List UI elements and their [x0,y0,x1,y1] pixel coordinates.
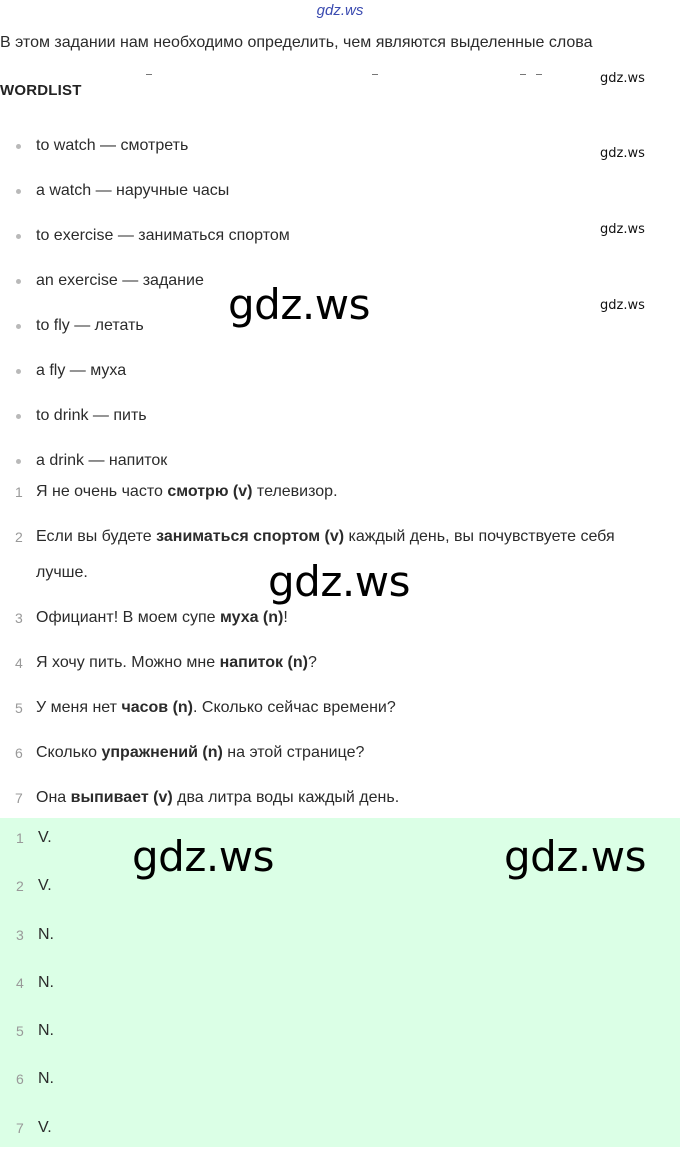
list-item-text: a drink — напиток [36,452,168,469]
list-item [0,396,290,441]
watermark-big: gdz.ws [504,832,646,881]
answer-number: 6 [16,1071,24,1088]
bullet-icon [16,189,21,194]
list-item [0,216,290,261]
watermark-big: gdz.ws [228,280,370,329]
sentence-text: Сколько [36,744,102,761]
sentence-item [0,735,680,771]
answer-number: 1 [16,830,24,846]
sentence-number: 4 [15,655,23,671]
sentence-highlight: заниматься спортом (v) [156,528,345,545]
answer-item [0,915,680,963]
answer-text: N. [38,925,54,943]
sentence-text: телевизор. [252,483,338,500]
answer-item [0,1108,680,1156]
sentence-item [0,474,680,510]
answer-text: V. [38,829,52,846]
sentence-text: . Сколько сейчас времени? [193,699,396,716]
sentence-item [0,645,680,681]
list-item-text: a fly — муха [36,362,127,379]
sentence-text: ? [307,654,317,671]
sentence-item [0,780,680,816]
list-item [0,171,290,216]
list-item-text: to exercise — заниматься спортом [36,227,290,244]
sentence-number: 7 [15,790,23,806]
sentence-item [0,690,680,726]
sentence-number: 1 [15,484,23,500]
bullet-icon [16,414,21,419]
sentence-number: 6 [15,745,23,761]
list-item [0,351,290,396]
sentence-text: на этой странице? [222,744,365,761]
intro-text: В этом задании нам необходимо определить, чем являются выделенные слова [0,34,593,51]
answer-number: 2 [16,878,24,895]
answer-text: N. [38,973,54,991]
answer-text: V. [38,1118,52,1136]
sentence-text: Официант! В моем супе [36,609,220,626]
answer-number: 5 [16,1023,24,1040]
answer-number: 7 [16,1119,24,1136]
list-item-text: a watch — наручные часы [36,182,230,199]
list-item-text: an exercise — задание [36,272,204,289]
sentence-highlight: упражнений (n) [101,744,223,761]
sentence-list [0,474,680,825]
sentence-text: каждый день, вы почувствуете себя лучше. [36,528,615,581]
bullet-icon [16,369,21,374]
bullet-icon [16,279,21,284]
watermark-big: gdz.ws [268,557,410,606]
bullet-icon [16,144,21,149]
bullet-icon [16,459,21,464]
list-item [0,126,290,171]
bullet-icon [16,234,21,239]
watermark-small: gdz.ws [600,298,645,313]
answer-text: N. [38,1070,54,1088]
answer-item [0,1011,680,1059]
answer-item [0,963,680,1011]
watermark-small: gdz.ws [600,222,645,237]
sentence-highlight: смотрю (v) [167,483,253,500]
sentence-highlight: муха (n) [219,609,284,626]
answer-number: 3 [16,926,24,943]
sentence-text: Я не очень часто [36,483,168,500]
sentence-text: Она [36,789,71,806]
answer-number: 4 [16,974,24,991]
sentence-text: ! [283,609,288,626]
answer-text: V. [38,877,52,895]
sentence-number: 2 [15,529,23,545]
sentence-highlight: выпивает (v) [70,789,173,806]
answer-text: N. [38,1022,54,1040]
watermark-small: gdz.ws [600,146,645,161]
list-item-text: to watch — смотреть [36,137,189,154]
sentence-text: У меня нет [36,699,122,716]
list-item-text: to fly — летать [36,317,144,334]
sentence-highlight: напиток (n) [219,654,308,671]
sentence-text: Если вы будете [36,528,157,545]
sentence-text: Я хочу пить. Можно мне [36,654,220,671]
list-item-text: to drink — пить [36,407,147,424]
wordlist-heading: WORDLIST [0,82,82,99]
sentence-number: 5 [15,700,23,716]
watermark-big: gdz.ws [132,832,274,881]
intro-cut-line [0,72,680,78]
sentence-highlight: часов (n) [121,699,194,716]
sentence-text: два литра воды каждый день. [172,789,400,806]
watermark-small: gdz.ws [600,71,645,86]
answer-item [0,1059,680,1107]
sentence-number: 3 [15,610,23,626]
top-watermark: gdz.ws [316,2,364,19]
bullet-icon [16,324,21,329]
